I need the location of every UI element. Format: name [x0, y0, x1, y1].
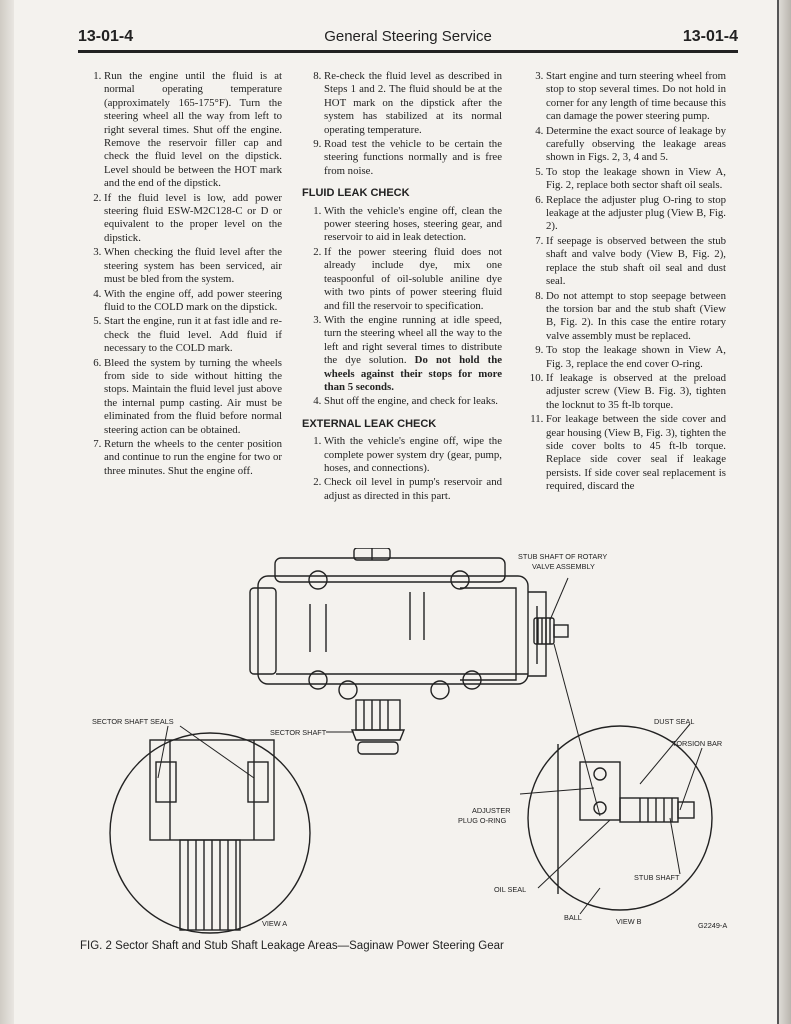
list-item: 3. Start engine and turn steering wheel from stop to stop several times. Do not hold in corner for any length of time because this can damage the power steering pump. — [546, 70, 726, 124]
label-stub-shaft: STUB SHAFT — [634, 873, 680, 882]
list-item: 2. If the fluid level is low, add power steering fluid ESW-M2C128-C or D or equivalent to the proper level on the dipstick. — [104, 192, 282, 246]
label-view-a: VIEW A — [262, 919, 288, 928]
external-leak-steps — [302, 435, 502, 503]
list-item: 8. Re-check the fluid level as described in Steps 1 and 2. The fluid should be at the HOT mark on the dipstick after the system has stabilized at its normal operating temperature. — [324, 70, 502, 137]
list-item: 8. Do not attempt to stop seepage between the torsion bar and the stub shaft (View B, Fig. 2). In this case the entire rotary valve assembly must be replaced. — [546, 290, 726, 344]
text-column-3 — [524, 70, 726, 495]
list-item: 2. Check oil level in pump's reservoir and adjust as directed in this part. — [324, 476, 502, 503]
label-dust-seal: DUST SEAL — [654, 717, 695, 726]
label-ball: BALL — [564, 913, 582, 922]
list-item: 1. With the vehicle's engine off, wipe the complete power system dry (gear, pump, hoses, and connections). — [324, 435, 502, 475]
view-b-detail — [528, 726, 712, 910]
label-view-b: VIEW B — [616, 917, 642, 926]
label-adjuster-2: PLUG O-RING — [458, 816, 507, 825]
list-item: 4. With the engine off, add power steering fluid to the COLD mark on the dipstick. — [104, 288, 282, 315]
list-item: 5. To stop the leakage shown in View A, Fig. 2, replace both sector shaft oil seals. — [546, 166, 726, 193]
step-text: With the engine running at idle speed, turn the steering wheel all the way to the left and right several times to distribute the dye solution. — [324, 313, 502, 367]
figure-caption: FIG. 2 Sector Shaft and Stub Shaft Leakage Areas—Saginaw Power Steering Gear — [80, 940, 504, 952]
list-item: 9. To stop the leakage shown in View A, Fig. 3, replace the end cover O-ring. — [546, 344, 726, 371]
fluid-level-steps-continued — [302, 70, 502, 178]
fluid-level-steps — [82, 70, 282, 478]
list-item: 4. Shut off the engine, and check for leaks. — [324, 395, 502, 408]
list-item: 7. If seepage is observed between the stub shaft and valve body (View B, Fig. 2), replace the stub shaft oil seal and dust seal. — [546, 235, 726, 289]
fluid-leak-check-heading: FLUID LEAK CHECK — [302, 187, 410, 200]
label-stub-shaft-rotary-2: VALVE ASSEMBLY — [532, 562, 595, 571]
page-header — [78, 28, 738, 48]
list-item — [324, 314, 502, 394]
page-number-left: 13-01-4 — [78, 28, 134, 45]
list-item: 6. Replace the adjuster plug O-ring to stop leakage at the adjuster plug (View B, Fig. 2). — [546, 194, 726, 234]
list-item: 11. For leakage between the side cover and gear housing (View B, Fig. 3), tighten the side cover bolts to 45 ft-lb torque. Replace side cover seal if leakage persists. If side cover seal replacement is required, discard the — [546, 413, 726, 493]
page-left-edge — [0, 0, 14, 1024]
steering-gear-diagram — [80, 548, 740, 938]
step-warning: Do not hold the wheels against their stops for more than 5 seconds. — [324, 354, 502, 393]
list-item: 6. Bleed the system by turning the wheels from side to side without hitting the stops. Maintain the fluid level just above the internal pump casting. Air must be eliminated from the fluid before normal steering action can be obtained. — [104, 357, 282, 437]
list-item: 5. Start the engine, run it at fast idle and re-check the fluid level. Add fluid if necessary to the COLD mark. — [104, 315, 282, 355]
list-item: 4. Determine the exact source of leakage by carefully observing the leakage areas shown in Figs. 2, 3, 4 and 5. — [546, 125, 726, 165]
gear-housing — [250, 548, 568, 754]
steering-gear-figure — [80, 548, 740, 938]
label-sector-shaft-seals: SECTOR SHAFT SEALS — [92, 717, 174, 726]
list-item: 10. If leakage is observed at the preload adjuster screw (View B. Fig. 3), tighten the locknut to 35 ft-lb torque. — [546, 372, 726, 412]
header-rule — [78, 50, 738, 53]
section-title: General Steering Service — [324, 28, 492, 45]
page-right-edge — [777, 0, 791, 1024]
list-item: 7. Return the wheels to the center position and continue to run the engine for two or three minutes. Shut the engine off. — [104, 438, 282, 478]
page-right-edge-line — [777, 0, 779, 1024]
page-number-right: 13-01-4 — [682, 28, 738, 45]
list-item: 9. Road test the vehicle to be certain the steering functions normally and is free from noise. — [324, 138, 502, 178]
label-torsion-bar: TORSION BAR — [672, 739, 723, 748]
label-oil-seal: OIL SEAL — [494, 885, 527, 894]
view-a-detail — [110, 733, 310, 933]
fluid-leak-steps — [302, 205, 502, 409]
external-leak-steps-continued — [524, 70, 726, 494]
list-item: 1. Run the engine until the fluid is at normal operating temperature (approximately 165-175°F). Turn the steering wheel all the way from left to right several times. Shut off the engine. Remove the reservoir filler cap and check the fluid level on the dipstick. Level should be between the HOT mark and the end of the dipstick. — [104, 70, 282, 191]
list-item: 3. When checking the fluid level after the steering system has been serviced, air must be bled from the system. — [104, 246, 282, 286]
label-adjuster-1: ADJUSTER — [472, 806, 511, 815]
label-sector-shaft: SECTOR SHAFT — [270, 728, 327, 737]
label-stub-shaft-rotary-1: STUB SHAFT OF ROTARY — [518, 552, 608, 561]
list-item: 2. If the power steering fluid does not already include dye, mix one teaspoonful of oil-soluble aniline dye with two pints of power steering fluid and fill the reservoir to specification. — [324, 246, 502, 313]
external-leak-check-heading: EXTERNAL LEAK CHECK — [302, 417, 437, 430]
text-column-2 — [302, 70, 502, 504]
list-item: 1. With the vehicle's engine off, clean the power steering hoses, steering gear, and reservoir to aid in leak detection. — [324, 205, 502, 245]
label-figure-code: G2249-A — [698, 921, 728, 930]
text-column-1 — [82, 70, 282, 479]
